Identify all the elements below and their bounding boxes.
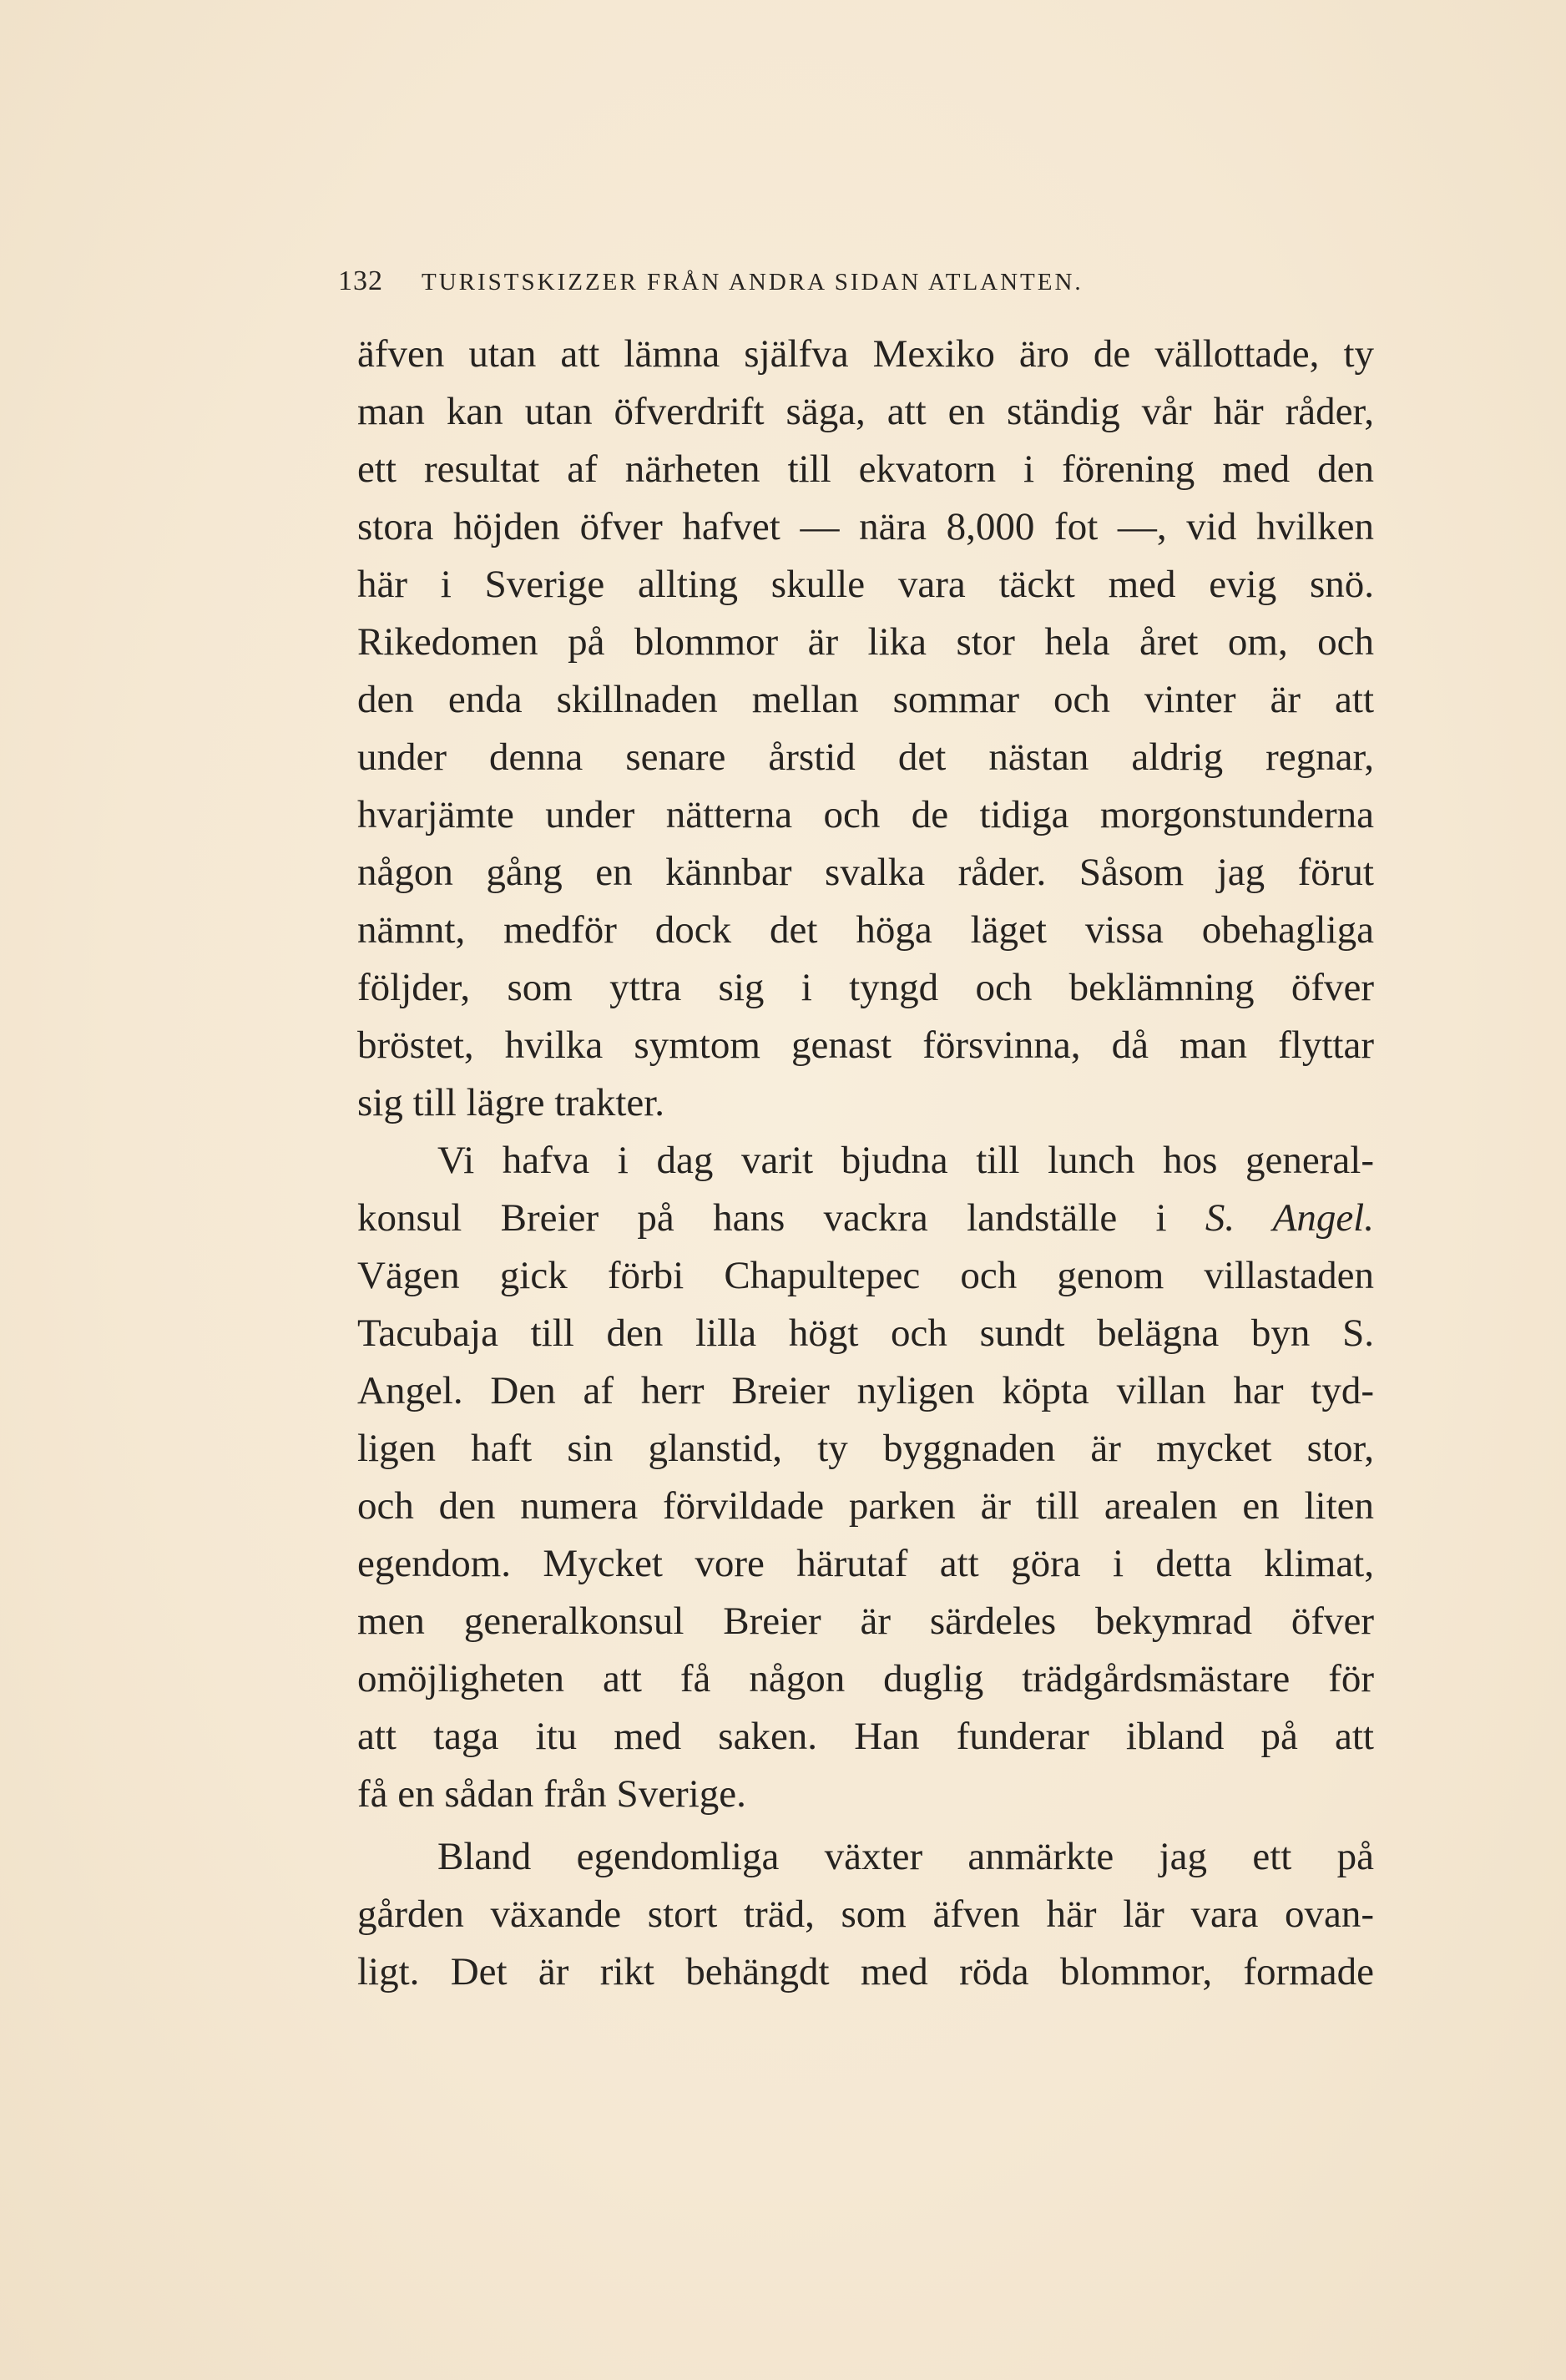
paragraph-2 [357, 1132, 1374, 1823]
text-line: under denna senare årstid det nästan aldrig regnar, [357, 735, 1374, 779]
text-line: äfven utan att lämna själfva Mexiko äro de vällottade, ty [357, 332, 1374, 376]
running-head [338, 263, 1240, 300]
text-line: Bland egendomliga växter anmärkte jag ett på [437, 1835, 1374, 1878]
page-number: 132 [338, 265, 383, 296]
body-text [357, 326, 1374, 2001]
text-line: ligen haft sin glanstid, ty byggnaden är mycket stor, [357, 1427, 1374, 1470]
text-line: men generalkonsul Breier är särdeles bekymrad öfver [357, 1599, 1374, 1643]
text-line: Vägen gick förbi Chapultepec och genom villastaden [357, 1254, 1374, 1297]
text-line [357, 1190, 1374, 1247]
text-line: man kan utan öfverdrift säga, att en ständig vår här råder, [357, 390, 1374, 433]
place-name-italic: S. Angel. [1205, 1196, 1374, 1240]
text-line: omöjligheten att få någon duglig trädgårdsmästare för [357, 1657, 1374, 1700]
text-line: ett resultat af närheten till ekvatorn i förening med den [357, 447, 1374, 491]
text-line: hvarjämte under nätterna och de tidiga morgonstunderna [357, 793, 1374, 836]
text-line: egendom. Mycket vore härutaf att göra i detta klimat, [357, 1542, 1374, 1585]
text-line: att taga itu med saken. Han funderar ibland på att [357, 1715, 1374, 1758]
text-line: ligt. Det är rikt behängdt med röda blommor, formade [357, 1950, 1374, 1993]
text-line: följder, som yttra sig i tyngd och beklämning öfver [357, 966, 1374, 1009]
text-line: Vi hafva i dag varit bjudna till lunch hos general- [437, 1139, 1374, 1182]
text-line: den enda skillnaden mellan sommar och vinter är att [357, 678, 1374, 721]
text-line: Tacubaja till den lilla högt och sundt belägna byn S. [357, 1311, 1374, 1355]
text-line: sig till lägre trakter. [357, 1081, 665, 1124]
text-line: gården växande stort träd, som äfven här lär vara ovan- [357, 1892, 1374, 1936]
text-line: någon gång en kännbar svalka råder. Såsom jag förut [357, 851, 1374, 894]
paragraph-3 [357, 1828, 1374, 2001]
text-line: nämnt, medför dock det höga läget vissa obehagliga [357, 908, 1374, 952]
text-line: Angel. Den af herr Breier nyligen köpta villan har tyd- [357, 1369, 1374, 1412]
text-line: bröstet, hvilka symtom genast försvinna, då man flyttar [357, 1023, 1374, 1067]
text-line-roman: konsul Breier på hans vackra landställe i [357, 1196, 1205, 1240]
text-line: stora höjden öfver hafvet — nära 8,000 fot —, vid hvilken [357, 505, 1374, 548]
text-line: här i Sverige allting skulle vara täckt med evig snö. [357, 563, 1374, 606]
paragraph-1 [357, 326, 1374, 1132]
text-line: Rikedomen på blommor är lika stor hela året om, och [357, 620, 1374, 664]
text-line: få en sådan från Sverige. [357, 1772, 746, 1816]
running-title: TURISTSKIZZER FRÅN ANDRA SIDAN ATLANTEN. [422, 269, 1084, 296]
text-line: och den numera förvildade parken är till arealen en liten [357, 1484, 1374, 1528]
